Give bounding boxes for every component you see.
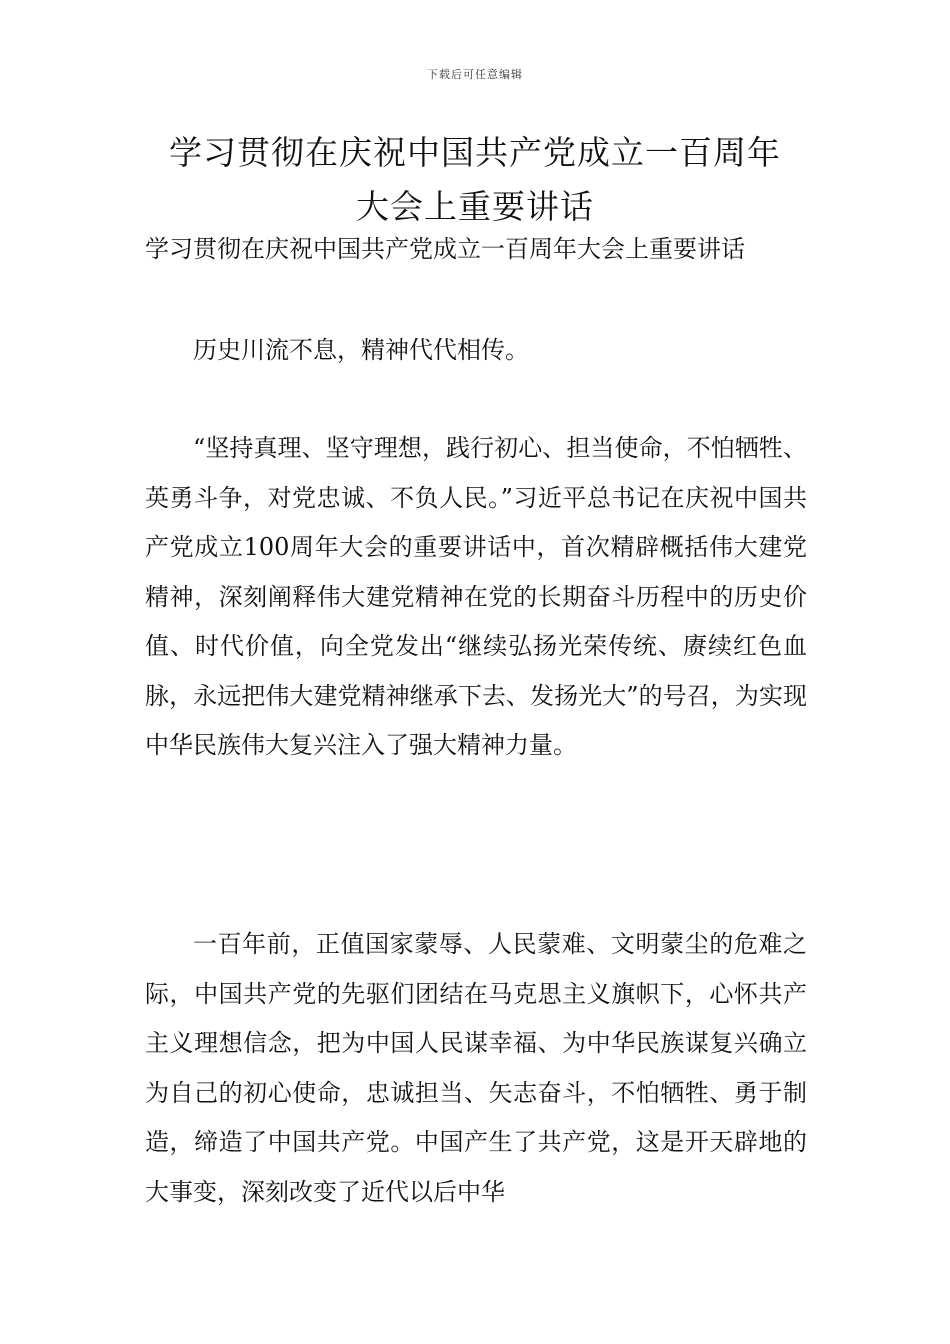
header-note: 下载后可任意编辑 [427,68,523,81]
paragraph-3: 一百年前，正值国家蒙辱、人民蒙难、文明蒙尘的危难之际，中国共产党的先驱们团结在马克思主义旗帜下，心怀共产主义理想信念，把为中国人民谋幸福、为中华民族谋复兴确立为自己的初心使命，忠诚担当、矢志奋斗，不怕牺牲、勇于制造，缔造了中国共产党。中国产生了共产党，这是开天辟地的大事变，深刻改变了近代以后中华 [145,930,807,1206]
title-line-1: 学习贯彻在庆祝中国共产党成立一百周年 [169,133,781,172]
title-line-2: 大会上重要讲话 [356,187,594,226]
document-subtitle: 学习贯彻在庆祝中国共产党成立一百周年大会上重要讲话 [145,235,745,263]
paragraph-2: “坚持真理、坚守理想，践行初心、担当使命，不怕牺牲、英勇斗争，对党忠诚、不负人民。”习近平总书记在庆祝中国共产党成立100周年大会的重要讲话中，首次精辟概括伟大建党精神，深刻阐释伟大建党精神在党的长期奋斗历程中的历史价值、时代价值，向全党发出“继续弘扬光荣传统、赓续红色血脉，永远把伟大建党精神继承下去、发扬光大”的号召，为实现中华民族伟大复兴注入了强大精神力量。 [145,434,807,759]
paragraph-1: 历史川流不息，精神代代相传。 [193,336,529,364]
document-title [100,126,850,234]
